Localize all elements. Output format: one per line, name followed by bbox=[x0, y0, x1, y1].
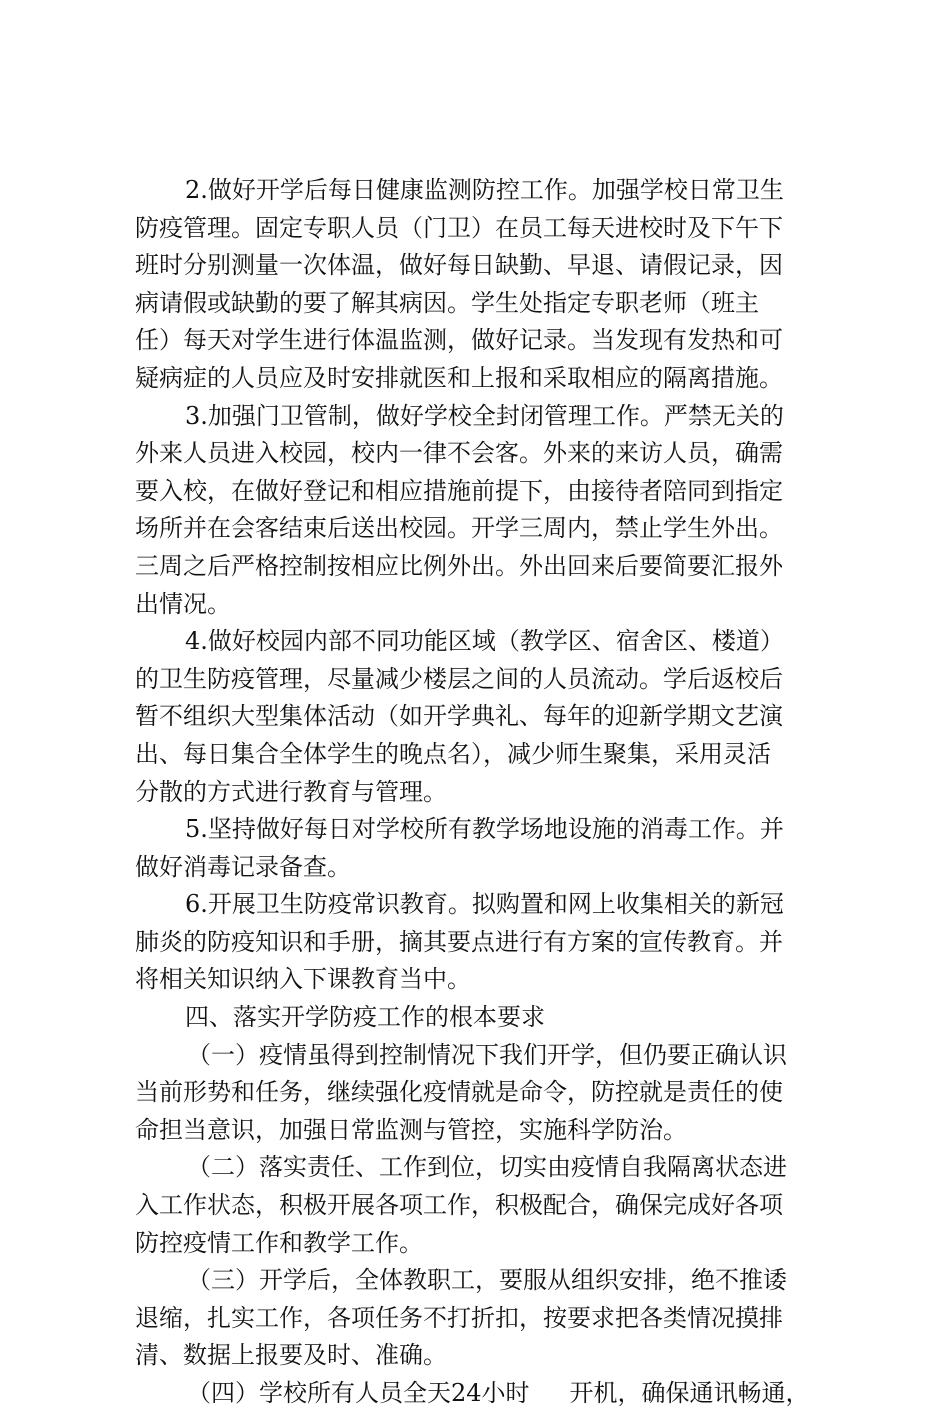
paragraph-4-line-5: 分散的方式进行教育与管理。 bbox=[135, 777, 447, 806]
paragraph-3-line-4: 场所并在会客结束后送出校园。开学三周内，禁止学生外出。 bbox=[135, 514, 783, 543]
paragraph-2-line-6: 疑病症的人员应及时安排就医和上报和采取相应的隔离措施。 bbox=[135, 363, 783, 392]
requirement-2-line-2: 入工作状态，积极开展各项工作，积极配合，确保完成好各项 bbox=[135, 1191, 783, 1220]
requirement-4-text-start: （四）学校所有人员全天24小时 bbox=[187, 1379, 530, 1407]
paragraph-4-line-2: 的卫生防疫管理，尽量减少楼层之间的人员流动。学后返校后 bbox=[135, 664, 783, 693]
paragraph-2-line-5: 任）每天对学生进行体温监测，做好记录。当发现有发热和可 bbox=[135, 326, 783, 355]
paragraph-3-line-3: 要入校，在做好登记和相应措施前提下，由接待者陪同到指定 bbox=[135, 476, 783, 505]
paragraph-3-line-2: 外来人员进入校园，校内一律不会客。外来的来访人员，确需 bbox=[135, 439, 783, 468]
paragraph-6-line-3: 将相关知识纳入下课教育当中。 bbox=[135, 965, 471, 994]
paragraph-2-line-1: 2.做好开学后每日健康监测防控工作。加强学校日常卫生 bbox=[185, 176, 784, 204]
paragraph-2-line-3: 班时分别测量一次体温，做好每日缺勤、早退、请假记录，因 bbox=[135, 251, 783, 280]
paragraph-5-line-2: 做好消毒记录备查。 bbox=[135, 852, 351, 881]
paragraph-3-line-1: 3.加强门卫管制，做好学校全封闭管理工作。严禁无关的 bbox=[185, 401, 784, 430]
requirement-1-line-3: 命担当意识，加强日常监测与管控，实施科学防治。 bbox=[135, 1115, 687, 1144]
paragraph-4-line-4: 出、每日集合全体学生的晚点名），减少师生聚集，采用灵活 bbox=[135, 739, 771, 768]
requirement-3-line-3: 清、数据上报要及时、准确。 bbox=[135, 1341, 447, 1370]
paragraph-3-line-5: 三周之后严格控制按相应比例外出。外出回来后要简要汇报外 bbox=[135, 551, 783, 580]
requirement-3-line-1: （三）开学后，全体教职工，要服从组织安排，绝不推诿 bbox=[187, 1266, 787, 1295]
paragraph-6-line-2: 肺炎的防疫知识和手册，摘其要点进行有方案的宣传教育。并 bbox=[135, 927, 783, 956]
paragraph-2-line-4: 病请假或缺勤的要了解其病因。学生处指定专职老师（班主 bbox=[135, 288, 759, 317]
requirement-1-line-1: （一）疫情虽得到控制情况下我们开学，但仍要正确认识 bbox=[187, 1040, 787, 1069]
requirement-1-line-2: 当前形势和任务，继续强化疫情就是命令，防控就是责任的使 bbox=[135, 1078, 783, 1107]
document-body bbox=[135, 172, 825, 1413]
section-heading-4: 四、落实开学防疫工作的根本要求 bbox=[185, 1003, 545, 1032]
requirement-4-line-1 bbox=[135, 1375, 825, 1413]
paragraph-5-line-1: 5.坚持做好每日对学校所有教学场地设施的消毒工作。并 bbox=[185, 815, 784, 844]
paragraph-2-line-2: 防疫管理。固定专职人员（门卫）在员工每天进校时及下午下 bbox=[135, 213, 783, 242]
requirement-3-line-2: 退缩，扎实工作，各项任务不打折扣，按要求把各类情况摸排 bbox=[135, 1303, 783, 1332]
paragraph-3-line-6: 出情况。 bbox=[135, 589, 231, 618]
paragraph-6-line-1: 6.开展卫生防疫常识教育。拟购置和网上收集相关的新冠 bbox=[185, 890, 784, 919]
requirement-2-line-1: （二）落实责任、工作到位，切实由疫情自我隔离状态进 bbox=[187, 1153, 787, 1182]
paragraph-4-line-3: 暂不组织大型集体活动（如开学典礼、每年的迎新学期文艺演 bbox=[135, 702, 783, 731]
requirement-2-line-3: 防控疫情工作和教学工作。 bbox=[135, 1228, 423, 1257]
paragraph-4-line-1: 4.做好校园内部不同功能区域（教学区、宿舍区、楼道） bbox=[185, 627, 784, 656]
requirement-4-text-end: 开机，确保通讯畅通， bbox=[569, 1379, 810, 1407]
